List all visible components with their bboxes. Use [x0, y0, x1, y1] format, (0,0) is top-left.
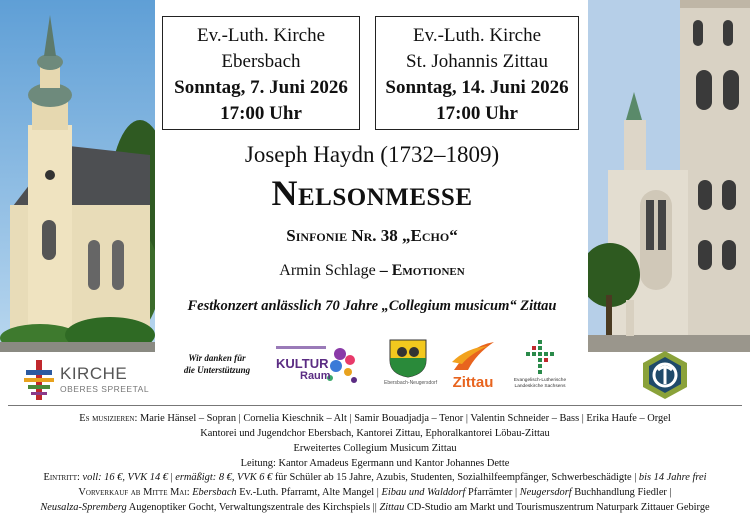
zittau-logo — [448, 340, 498, 394]
concert-subtitle: Sinfonie Nr. 38 „Echo“ — [286, 226, 458, 245]
presale-place: Eibau und Walddorf — [381, 487, 466, 498]
ebersbach-logo-caption: Ebersbach-Neugersdorf — [384, 380, 438, 386]
event-date: Sonntag, 7. Juni 2026 — [174, 77, 348, 98]
admission-free: bis 14 Jahre frei — [638, 472, 707, 483]
presale-text: Augenoptiker Gocht, Verwaltungszentrale des Kirchspiels || — [126, 502, 380, 513]
composer-line: Joseph Haydn (1732–1809) — [244, 142, 500, 167]
event-zittau — [375, 16, 579, 130]
presale-text: CD-Studio am Markt und Tourismuszentrum Naturpark Zittauer Gebirge — [404, 502, 710, 513]
landeskirche-caption — [512, 378, 568, 390]
thanks-line2: die Unterstützung — [183, 365, 251, 375]
event-ebersbach — [162, 16, 360, 130]
festival-line: Festkonzert anlässlich 70 Jahre „Collegium musicum“ Zittau — [187, 298, 557, 314]
landeskirche-cross-icon — [520, 340, 560, 376]
kulturraum-logo — [274, 344, 360, 388]
presale-place: Ebersbach — [192, 487, 237, 498]
ebersbach-church-photo — [0, 0, 155, 352]
zittau-logo-text: Zittau — [452, 374, 494, 391]
event-time: 17:00 Uhr — [220, 103, 302, 124]
admission-label: Eintritt: — [43, 472, 80, 483]
kulturraum-line2: Raum — [300, 370, 331, 382]
thanks-note — [178, 352, 256, 376]
presale-place: Neusalza-Spremberg — [40, 502, 127, 513]
kirche-cross-icon — [22, 358, 56, 402]
ebersbach-neugersdorf-logo — [384, 338, 438, 390]
info-divider — [8, 405, 742, 406]
ebersbach-church-illustration — [0, 0, 155, 352]
choirs-line: Kantorei und Jugendchor Ebersbach, Kantorei Zittau, Ephoralkantorei Löbau-Zittau — [200, 428, 550, 439]
admission-reduced-note: für Schüler ab 15 Jahre, Azubis, Studenten, Sozialhilfeempfänger, Schwerbeschädigte | — [272, 472, 639, 483]
kirche-oberes-spreetal-logo — [22, 358, 150, 402]
admission-full: voll: 16 €, VVK 14 € — [82, 472, 168, 483]
presale-place: Neugersdorf — [519, 487, 572, 498]
zittau-church-photo — [588, 0, 750, 352]
coat-of-arms-icon — [388, 338, 428, 378]
kirche-logo-line1: KIRCHE — [60, 364, 128, 383]
landeskirche-logo — [512, 340, 568, 394]
musicians-list: Marie Hänsel – Sopran | Cornelia Kieschnik – Alt | Samir Bouadjadja – Tenor | Valentin Schneider – Bass | Erika Haufe – Orgel — [139, 413, 671, 424]
soloist-dash: – — [375, 262, 392, 279]
soloist-name: Armin Schlage — [279, 262, 376, 279]
collegium-musicum-emblem-icon — [640, 350, 690, 400]
event-venue-line2: St. Johannis Zittau — [406, 51, 548, 72]
kirche-logo-line2: OBERES SPREETAL — [60, 384, 150, 394]
admission-line — [0, 471, 750, 484]
concert-title: Nelsonmesse — [271, 173, 473, 213]
collegium-musicum-logo — [640, 350, 690, 400]
presale-line-2 — [0, 501, 750, 514]
musicians-line — [0, 412, 750, 425]
zittau-swoosh-icon — [450, 340, 496, 374]
event-venue-line1: Ev.-Luth. Kirche — [412, 25, 542, 46]
event-venue-line1: Ev.-Luth. Kirche — [196, 25, 326, 46]
thanks-line1: Wir danken für — [188, 353, 246, 363]
event-date: Sonntag, 14. Juni 2026 — [385, 77, 569, 98]
kulturraum-line1: KULTUR — [276, 356, 329, 371]
admission-reduced: ermäßigt: 8 €, VVK 6 € — [175, 472, 273, 483]
presale-text: Buchhandlung Fiedler | — [571, 487, 672, 498]
musicians-label: Es musizieren: — [79, 413, 138, 424]
conductors-line: Leitung: Kantor Amadeus Egermann und Kantor Johannes Dette — [240, 458, 510, 469]
presale-text: Ev.-Luth. Pfarramt, Alte Mangel | — [236, 487, 382, 498]
event-time: 17:00 Uhr — [436, 103, 518, 124]
zittau-church-illustration — [588, 0, 750, 352]
presale-label: Vorverkauf ab Mitte Mai: — [78, 487, 190, 498]
landeskirche-line2: Landeskirche Sachsens — [514, 384, 566, 389]
soloist-line — [160, 262, 584, 280]
soloist-piece: Emotionen — [391, 262, 465, 279]
presale-text: Pfarrämter | — [465, 487, 520, 498]
event-venue-line2: Ebersbach — [221, 51, 301, 72]
presale-line-1 — [0, 486, 750, 499]
admission-sep: | — [167, 472, 176, 483]
landeskirche-line1: Evangelisch-Lutherische — [513, 378, 567, 383]
orchestra-line: Erweitertes Collegium Musicum Zittau — [293, 443, 457, 454]
presale-place: Zittau — [379, 502, 405, 513]
